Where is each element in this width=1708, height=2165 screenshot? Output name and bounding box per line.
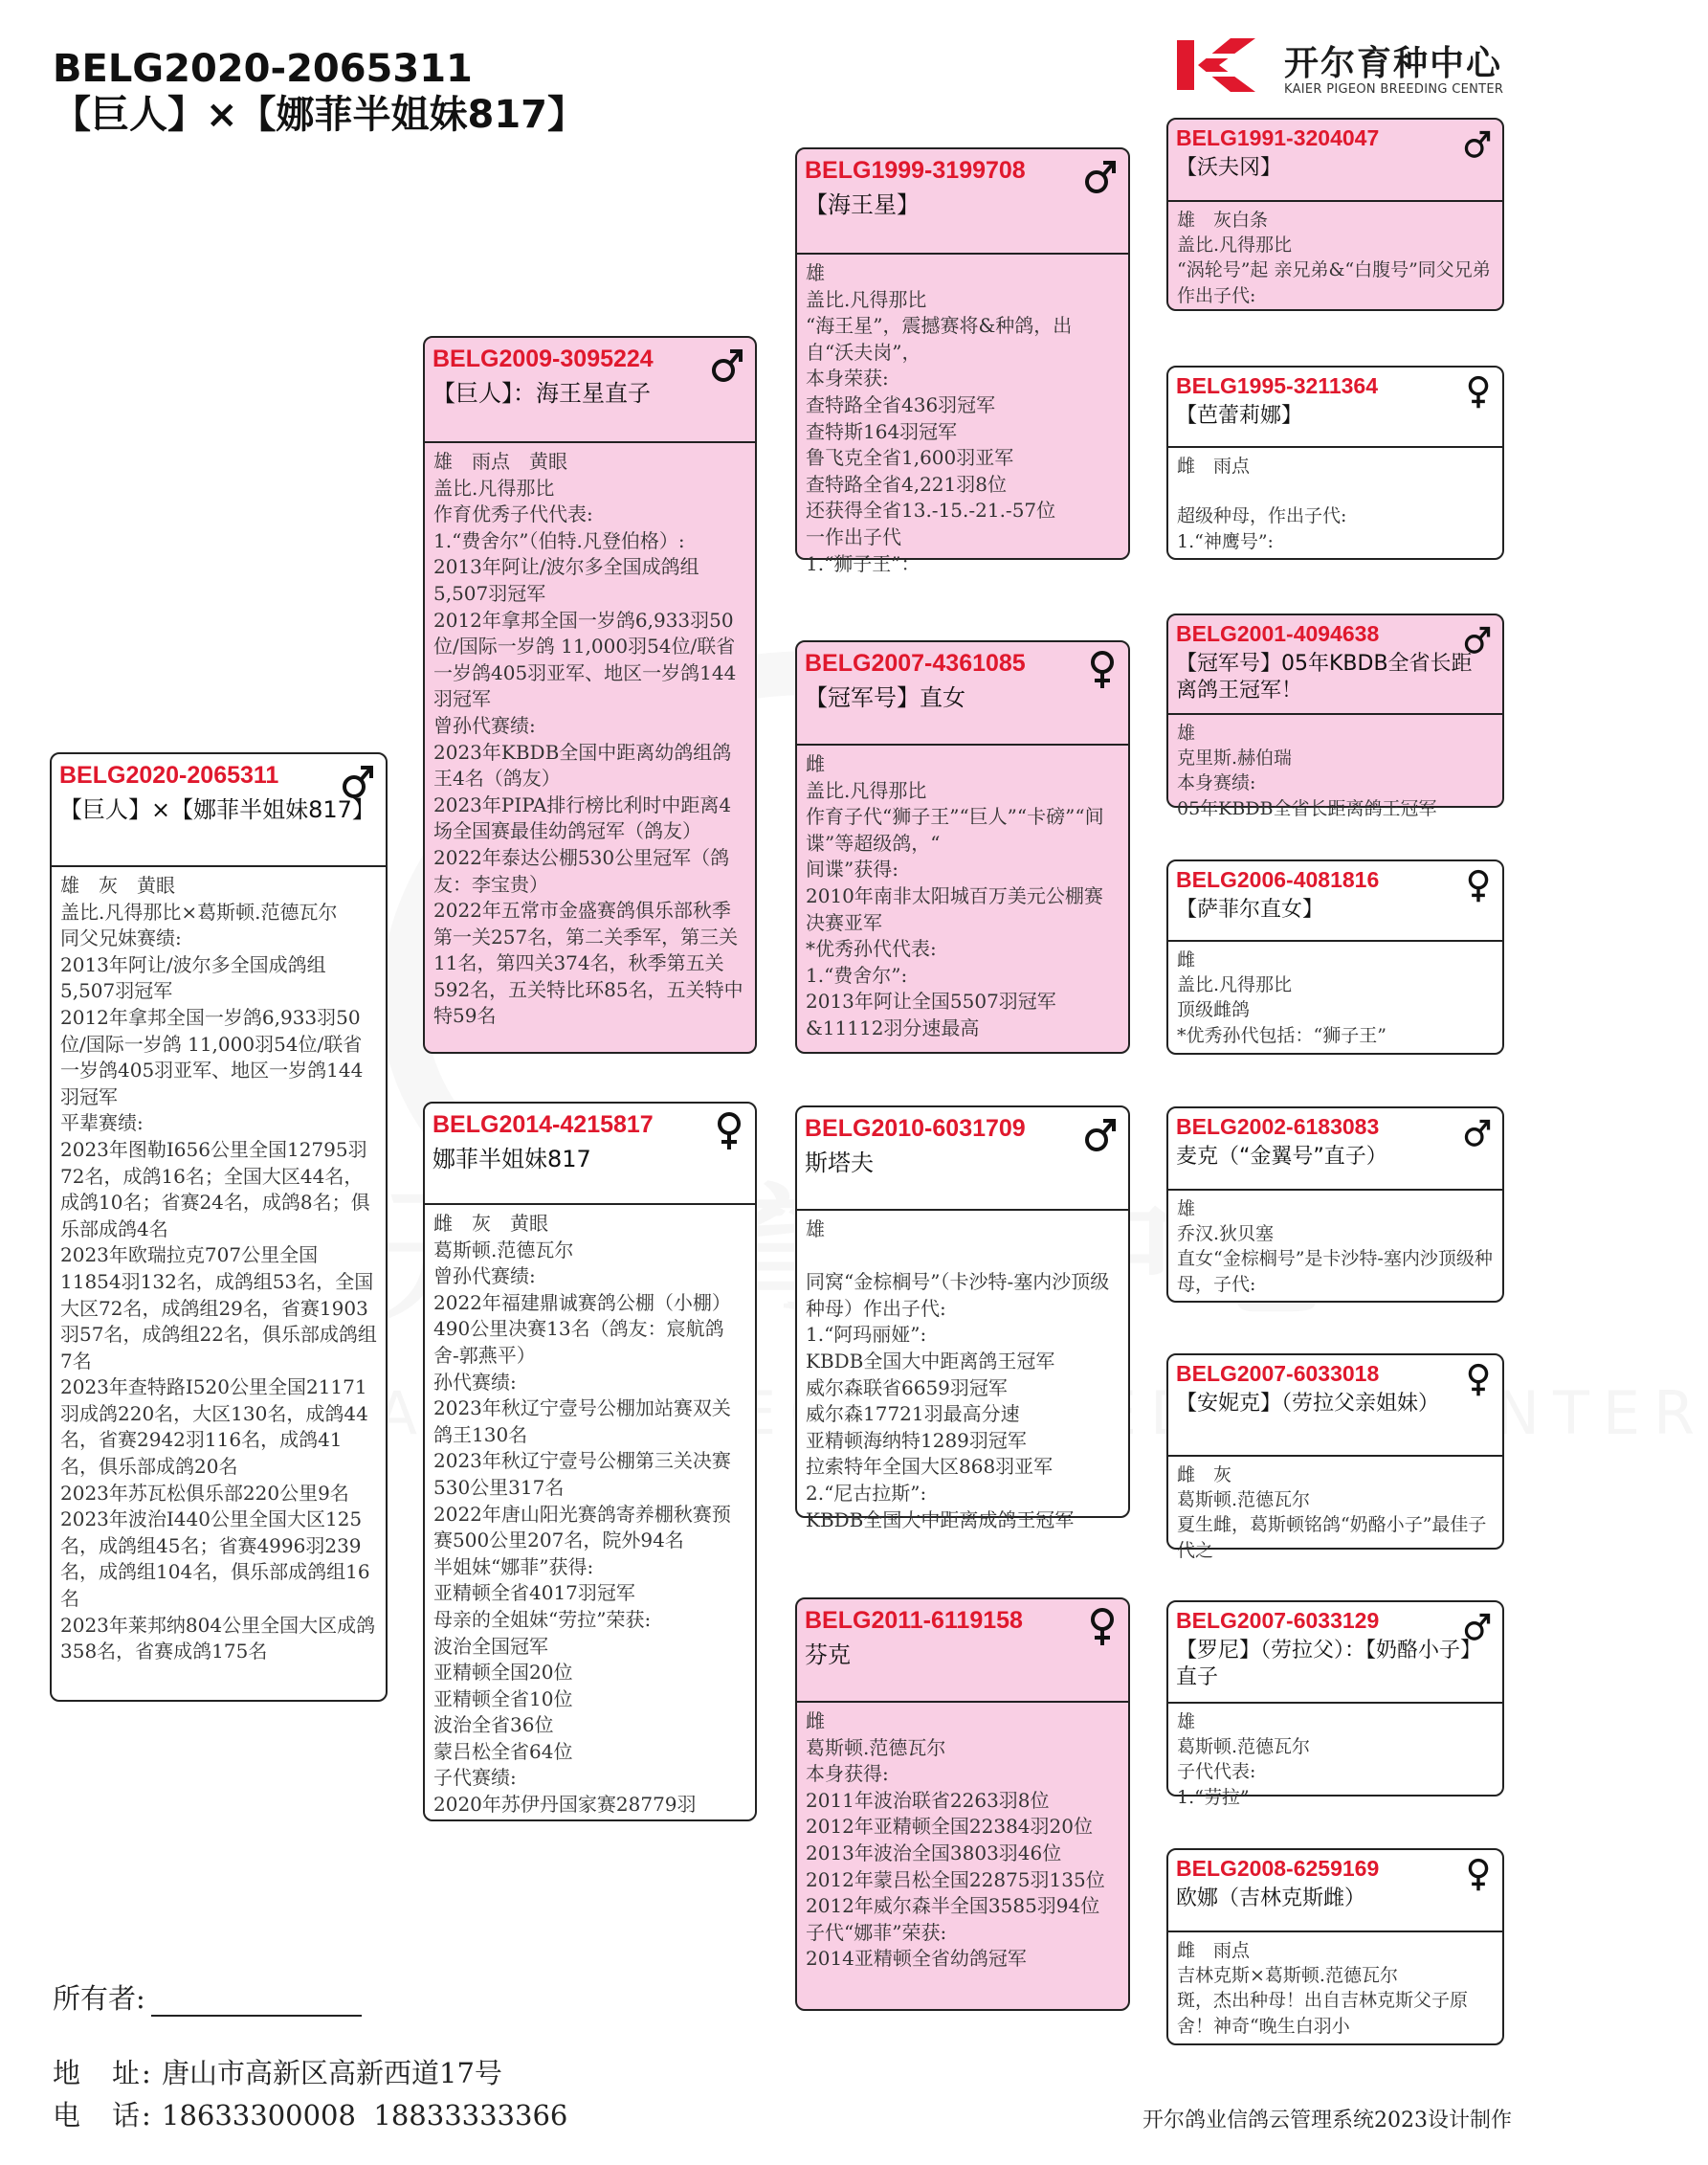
ring-number: BELG2007-6033018 (1176, 1361, 1380, 1386)
card-header (1168, 1602, 1502, 1704)
pigeon-name: 【罗尼】（劳拉父）：【奶酪小子】直子 (1176, 1639, 1482, 1689)
ring-number: BELG2011-6119158 (805, 1607, 1023, 1634)
owner-label: 所有者: (53, 1982, 145, 2015)
ring-number: BELG2007-4361085 (805, 650, 1026, 677)
pedigree-card-dds[interactable] (1166, 1600, 1504, 1808)
owner-blank-line (151, 1986, 362, 2017)
pigeon-name: 【安妮克】（劳拉父亲姐妹） (1176, 1392, 1440, 1416)
male-symbol-icon (711, 346, 743, 384)
owner-field (53, 1977, 362, 2017)
pedigree-card-sire-dam[interactable] (795, 640, 1130, 1054)
male-symbol-icon (1084, 1115, 1117, 1153)
pedigree-card-dam-sire[interactable] (795, 1105, 1130, 1531)
female-symbol-icon (1466, 1363, 1491, 1397)
pigeon-name: 【巨人】：海王星直子 (433, 380, 651, 407)
female-symbol-icon (1466, 869, 1491, 904)
pedigree-card-sdd[interactable] (1166, 859, 1504, 1055)
ring-number: BELG2002-6183083 (1176, 1114, 1380, 1139)
ring-number: BELG1995-3211364 (1176, 373, 1378, 398)
pedigree-card-ssd[interactable] (1166, 366, 1504, 560)
male-symbol-icon (1084, 157, 1117, 195)
ring-number: BELG2007-6033129 (1176, 1608, 1380, 1633)
pigeon-name: 【冠军号】05年KBDB全省长距离鸽王冠军！ (1176, 652, 1473, 703)
phone-value: 18633300008 18833333366 (162, 2099, 568, 2132)
pedigree-card-dsd[interactable] (1166, 1353, 1504, 1561)
ring-number: BELG2009-3095224 (433, 346, 654, 372)
card-header (1168, 368, 1502, 448)
card-header (425, 338, 755, 443)
ring-number: BELG2008-6259169 (1176, 1856, 1380, 1881)
card-header (797, 1107, 1128, 1211)
female-symbol-icon (1466, 1858, 1491, 1892)
pedigree-card-sds[interactable] (1166, 614, 1504, 819)
female-symbol-icon (715, 1111, 743, 1151)
ring-number: BELG2014-4215817 (433, 1111, 654, 1138)
pedigree-card-sire[interactable] (423, 336, 757, 1054)
pigeon-name: 【芭蕾莉娜】 (1176, 404, 1303, 428)
card-header (1168, 861, 1502, 942)
card-header (797, 642, 1128, 746)
pigeon-name: 【萨菲尔直女】 (1176, 898, 1324, 922)
pedigree-card-dss[interactable] (1166, 1106, 1504, 1303)
pigeon-details: 雄 乔汉.狄贝塞 直女“金棕榈号”是卡沙特-塞内沙顶级种母，子代: (1177, 1198, 1493, 1295)
pigeon-details: 雄 灰 黄眼 盖比.凡得那比×葛斯顿.范德瓦尔 同父兄妹赛绩: 2013年阿让/波尔多全国成鸽组5,507羽冠军 2012年拿邦全国一岁鸽6,933羽50位/国际一岁鸽 11,000羽54位/联省一岁鸽405羽亚军、地区一岁鸽144羽冠军 平辈赛绩: 2023年图勒I656公里全国12795羽72名，成鸽16名；全国大区44名，成鸽10名；省赛24名，成鸽8名；俱乐部成鸽4名 2023年欧瑞拉克707公里全国11854羽132名，成鸽组53名，全国大区72名，成鸽组29名，省赛1903羽57名，成鸽组22名，俱乐部成鸽组7名 2023年查特路I520公里全国21171羽成鸽220名，大区130名，成鸽44名，省赛2942羽116名，成鸽41名，俱乐部成鸽20名 2023年苏瓦松俱乐部220公里9名 2023年波治Ⅰ440公里全国大区125名，成鸽组45名；省赛4996羽239名，成鸽组104名，俱乐部成鸽组16名 2023年莱邦纳804公里全国大区成鸽358名，省赛成鸽175名 (60, 874, 377, 1663)
pigeon-name: 【海王星】 (805, 191, 920, 218)
pigeon-details: 雌 盖比.凡得那比 顶级雌鸽 *优秀孙代包括：“狮子王” (1177, 949, 1386, 1046)
card-header (797, 1599, 1128, 1703)
pigeon-name: 欧娜（吉林克斯雌） (1176, 1886, 1366, 1910)
system-credit: 开尔鸽业信鸽云管理系统2023设计制作 (1142, 2109, 1512, 2132)
page-title (53, 46, 586, 138)
pigeon-details: 雌 雨点 超级种母，作出子代: 1.“神鹰号”: (1177, 456, 1347, 552)
pedigree-card-sire-sire[interactable] (795, 147, 1130, 575)
pigeon-details: 雌 葛斯顿.范德瓦尔 本身获得: 2011年波治联省2263羽8位 2012年亚精顿全国22384羽20位 2013年波治全国3803羽46位 2012年蒙吕松全国22875羽135位 2012年威尔森半全国3585羽94位 子代“娜菲”荣获: 2014亚精顿全省幼鸽冠军 (806, 1709, 1105, 1971)
card-header (797, 149, 1128, 255)
male-symbol-icon (342, 762, 374, 800)
pigeon-details: 雌 灰 黄眼 葛斯顿.范德瓦尔 曾孙代赛绩: 2022年福建鼎诚赛鸽公棚（小棚）490公里决赛13名（鸽友：宸航鸽舍-郭燕平） 孙代赛绩: 2023年秋辽宁壹号公棚加站赛双关鸽王130名 2023年秋辽宁壹号公棚第三关决赛530公里317名 2022年唐山阳光赛鸽寄养棚秋赛预赛500公里207名，院外94名 半姐妹“娜菲”获得: 亚精顿全省4017羽冠军 母亲的全姐妹“劳拉”荣获: 波治全国冠军 亚精顿全国20位 亚精顿全省10位 波治全省36位 蒙吕松全省64位 子代赛绩: 2020年苏伊丹国家赛28779羽 (433, 1212, 731, 1817)
ring-number: BELG2010-6031709 (805, 1115, 1026, 1142)
pigeon-details: 雄 同窝“金棕榈号”（卡沙特-塞内沙顶级种母）作出子代: 1.“阿玛丽娅”: KBDB全国大中距离鸽王冠军 威尔森联省6659羽冠军 威尔森17721羽最高分速 亚精顿海纳特1289羽冠军 拉索特年全国大区868羽亚军 2.“尼古拉斯”: KBDB全国大中距离成鸽王冠军 (806, 1217, 1110, 1531)
ring-number: BELG2001-4094638 (1176, 621, 1380, 646)
pedigree-card-sss[interactable] (1166, 118, 1504, 311)
phone-line (53, 2094, 567, 2133)
pigeon-name: 斯塔夫 (805, 1149, 874, 1176)
pigeon-details: 雌 灰 葛斯顿.范德瓦尔 夏生雌，葛斯顿铭鸽“奶酪小子”最佳子代之 (1177, 1464, 1487, 1561)
pedigree-card-dam-dam[interactable] (795, 1597, 1130, 2011)
pigeon-name: 娜菲半姐妹817 (433, 1146, 591, 1172)
card-header (1168, 1108, 1502, 1191)
female-symbol-icon (1088, 650, 1117, 690)
pedigree-card-subject[interactable] (50, 752, 388, 1702)
card-header (1168, 120, 1502, 202)
male-symbol-icon (1464, 1116, 1491, 1149)
ring-number: BELG1999-3199708 (805, 157, 1026, 184)
pigeon-name: 芬克 (805, 1641, 851, 1668)
pigeon-name: 【冠军号】直女 (805, 684, 965, 711)
ring-number: BELG1991-3204047 (1176, 125, 1380, 150)
title-ring: BELG2020-2065311 (53, 47, 473, 91)
pigeon-name: 【沃夫冈】 (1176, 156, 1282, 180)
pigeon-details: 雌 盖比.凡得那比 作育子代“狮子王”“巨人”“卡磅”“间谍”等超级鸽，“ 间谍”获得: 2010年南非太阳城百万美元公棚赛决赛亚军 *优秀孙代代表: 1.“费舍尔”: 2013年阿让全国5507羽冠军&11112羽分速最高 (806, 752, 1104, 1039)
pigeon-details: 雌 雨点 吉林克斯×葛斯顿.范德瓦尔 斑，杰出种母！出自吉林克斯父子原舍！神奇“晚生白羽小 (1177, 1940, 1469, 2037)
ring-number: BELG2020-2065311 (59, 762, 279, 789)
male-symbol-icon (1464, 623, 1491, 656)
pigeon-name: 麦克（“金翼号”直子） (1176, 1145, 1387, 1169)
female-symbol-icon (1466, 375, 1491, 410)
pedigree-card-dam[interactable] (423, 1102, 757, 1821)
card-header (425, 1104, 755, 1205)
kaier-logo-icon (1175, 34, 1267, 96)
card-header (1168, 1850, 1502, 1932)
title-pairing: 【巨人】×【娜菲半姐妹817】 (53, 93, 587, 137)
ring-number: BELG2006-4081816 (1176, 867, 1380, 892)
logo-text-en: KAIER PIGEON BREEDING CENTER (1284, 82, 1504, 97)
brand-logo (1175, 34, 1510, 103)
pigeon-details: 雄 雨点 黄眼 盖比.凡得那比 作育优秀子代代表: 1.“费舍尔”（伯特.凡登伯格）: 2013年阿让/波尔多全国成鸽组5,507羽冠军 2012年拿邦全国一岁鸽6,933羽50位/国际一岁鸽 11,000羽54位/联省一岁鸽405羽亚军、地区一岁鸽144羽冠军 曾孙代赛绩: 2023年KBDB全国中距离幼鸽组鸽王4名（鸽友） 2023年PIPA排行榜比利时中距离4场全国赛最佳幼鸽冠军（鸽友） 2022年泰达公棚530公里冠军（鸽友：李宝贵） 2022年五常市金盛赛鸽俱乐部秋季第一关257名，第二关季军，第三关11名，第四关374名，秋季第五关592名，五关特比环85名，五关特中特59名 (433, 450, 743, 1028)
address-label: 地 址: (53, 2057, 153, 2089)
card-header (1168, 615, 1502, 715)
pigeon-details: 雄 盖比.凡得那比 “海王星”，震撼赛将&种鸽，出自“沃夫岗”， 本身荣获: 查特路全省436羽冠军 查特斯164羽冠军 鲁飞克全省1,600羽亚军 查特路全省4,221羽8位 还获得全省13.-15.-21.-57位 一作出子代 1.“狮子王”： (806, 261, 1073, 575)
card-header (52, 754, 386, 867)
pigeon-details: 雄 灰白条 盖比.凡得那比 “涡轮号”起 亲兄弟&“白腹号”同父兄弟 作出子代: (1177, 210, 1491, 306)
address-line (53, 2052, 502, 2091)
logo-text-cn: 开尔育种中心 (1284, 44, 1503, 83)
address-value: 唐山市高新区高新西道17号 (162, 2057, 502, 2089)
card-header (1168, 1355, 1502, 1457)
phone-label: 电 话: (53, 2099, 153, 2132)
male-symbol-icon (1464, 1610, 1491, 1642)
male-symbol-icon (1464, 127, 1491, 160)
pigeon-details: 雄 克里斯.赫伯瑞 本身赛绩: 05年KBDB全省长距离鸽王冠军 (1177, 723, 1437, 819)
pedigree-card-ddd[interactable] (1166, 1848, 1504, 2045)
pigeon-details: 雄 葛斯顿.范德瓦尔 子代代表: 1.“劳拉” (1177, 1711, 1311, 1808)
pigeon-name: 【巨人】×【娜菲半姐妹817】 (59, 796, 375, 823)
female-symbol-icon (1088, 1607, 1117, 1647)
